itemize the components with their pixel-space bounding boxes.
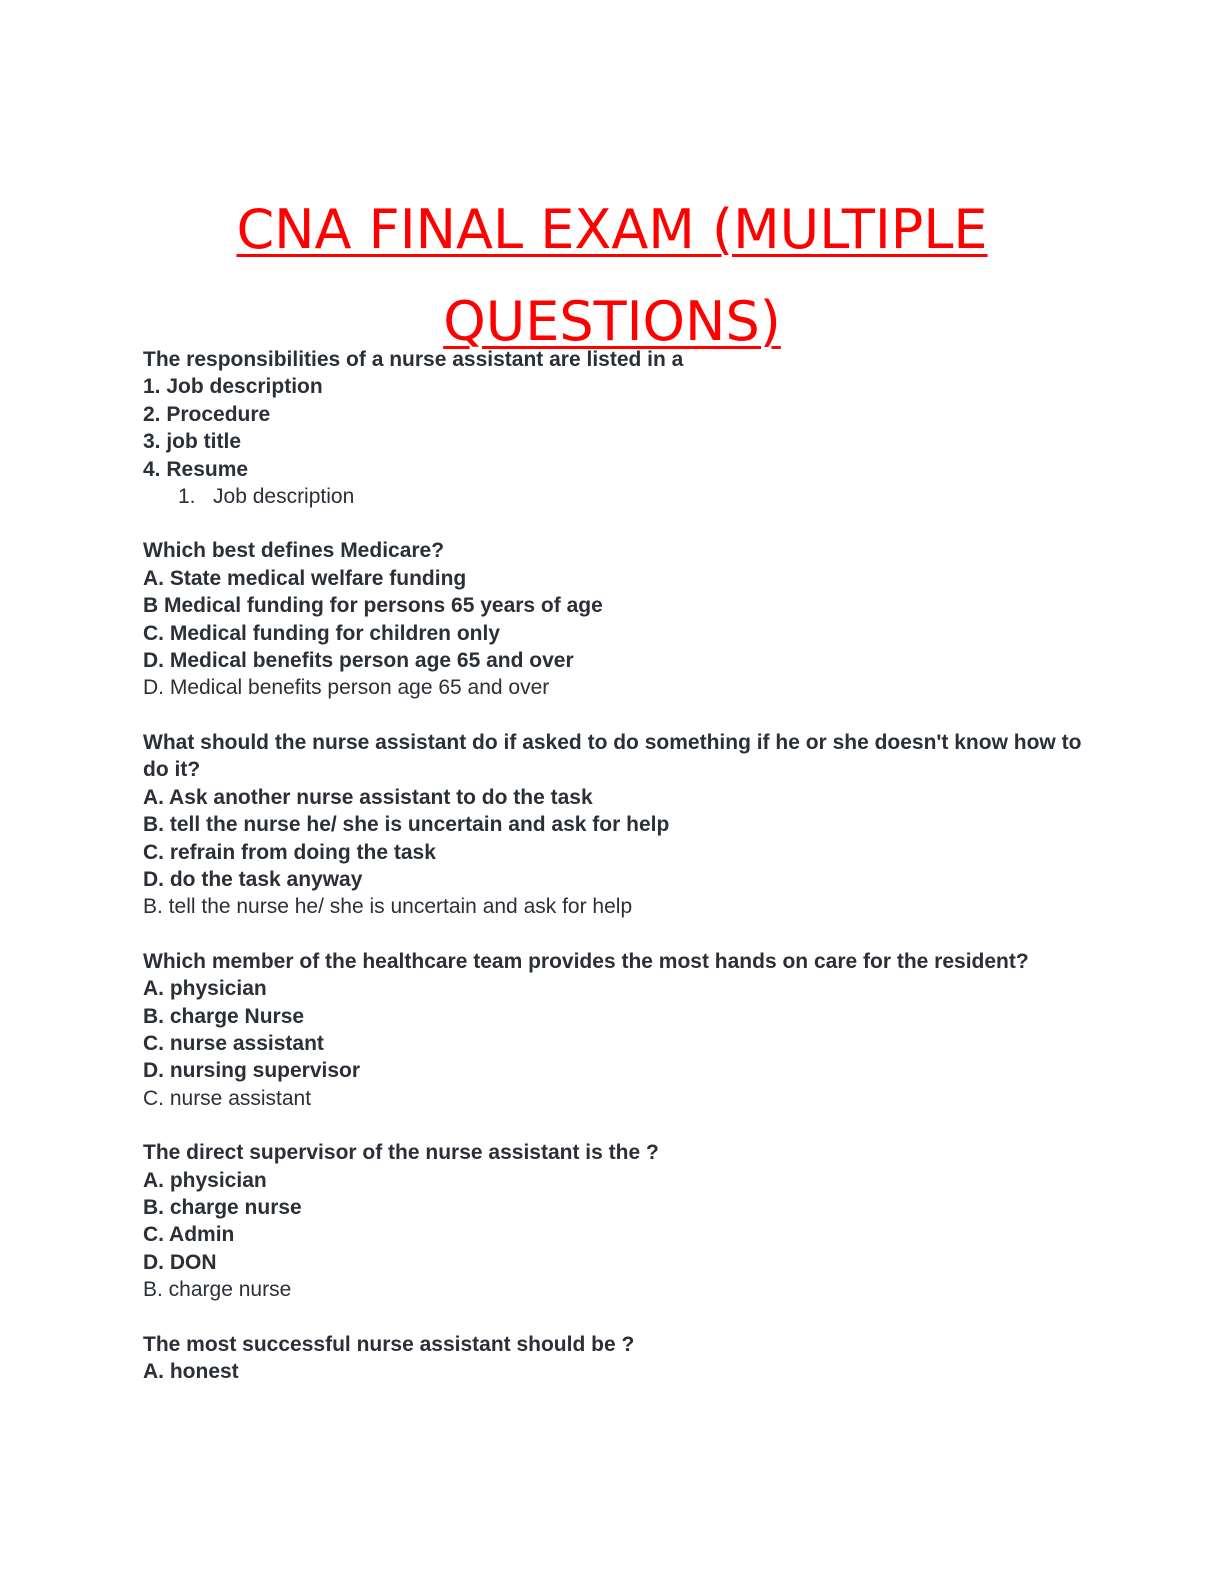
option: 4. Resume bbox=[143, 457, 249, 481]
option: A. Ask another nurse assistant to do the task bbox=[143, 785, 593, 809]
option: B. charge nurse bbox=[143, 1195, 302, 1219]
question-text: The responsibilities of a nurse assistant are listed in a bbox=[143, 348, 684, 371]
question-text: Which best defines Medicare? bbox=[143, 539, 445, 563]
option: A. honest bbox=[143, 1360, 239, 1383]
option: 2. Procedure bbox=[143, 402, 271, 426]
option: D. Medical benefits person age 65 and over bbox=[143, 649, 574, 673]
question-5 bbox=[143, 1139, 1083, 1303]
option: 3. job title bbox=[143, 430, 242, 454]
answer: C. nurse assistant bbox=[143, 1086, 312, 1110]
option: C. Admin bbox=[143, 1223, 235, 1247]
question-6 bbox=[143, 1331, 1083, 1386]
option: D. nursing supervisor bbox=[143, 1059, 361, 1083]
question-text: Which member of the healthcare team provides the most hands on care for the resident? bbox=[143, 949, 1029, 973]
title-line-2: QUESTIONS) bbox=[443, 290, 781, 354]
option: A. physician bbox=[143, 977, 267, 1001]
answer: B. tell the nurse he/ she is uncertain and ask for help bbox=[143, 895, 633, 919]
option: D. do the task anyway bbox=[143, 867, 363, 891]
option: A. physician bbox=[143, 1168, 267, 1192]
question-text: The most successful nurse assistant should be ? bbox=[143, 1332, 635, 1356]
option: B Medical funding for persons 65 years of age bbox=[143, 594, 603, 618]
answer: 1. Job description bbox=[178, 485, 355, 509]
question-text: The direct supervisor of the nurse assistant is the ? bbox=[143, 1141, 659, 1165]
option: B. tell the nurse he/ she is uncertain and ask for help bbox=[143, 813, 670, 837]
option: C. Medical funding for children only bbox=[143, 621, 501, 645]
answer: B. charge nurse bbox=[143, 1278, 292, 1302]
question-1 bbox=[143, 346, 1083, 510]
question-4 bbox=[143, 948, 1083, 1112]
answer: D. Medical benefits person age 65 and over bbox=[143, 676, 550, 700]
question-text: What should the nurse assistant do if asked to do something if he or she doesn't know how to do it? bbox=[143, 730, 1082, 782]
question-3 bbox=[143, 729, 1083, 921]
option: C. nurse assistant bbox=[143, 1031, 324, 1055]
title-line-1: CNA FINAL EXAM (MULTIPLE bbox=[236, 198, 988, 262]
option: C. refrain from doing the task bbox=[143, 840, 436, 864]
question-list bbox=[143, 346, 1083, 1412]
question-2 bbox=[143, 537, 1083, 701]
option: 1. Job description bbox=[143, 375, 323, 399]
option: D. DON bbox=[143, 1250, 217, 1274]
option: A. State medical welfare funding bbox=[143, 566, 467, 590]
page-title bbox=[0, 184, 1224, 368]
option: B. charge Nurse bbox=[143, 1004, 305, 1028]
